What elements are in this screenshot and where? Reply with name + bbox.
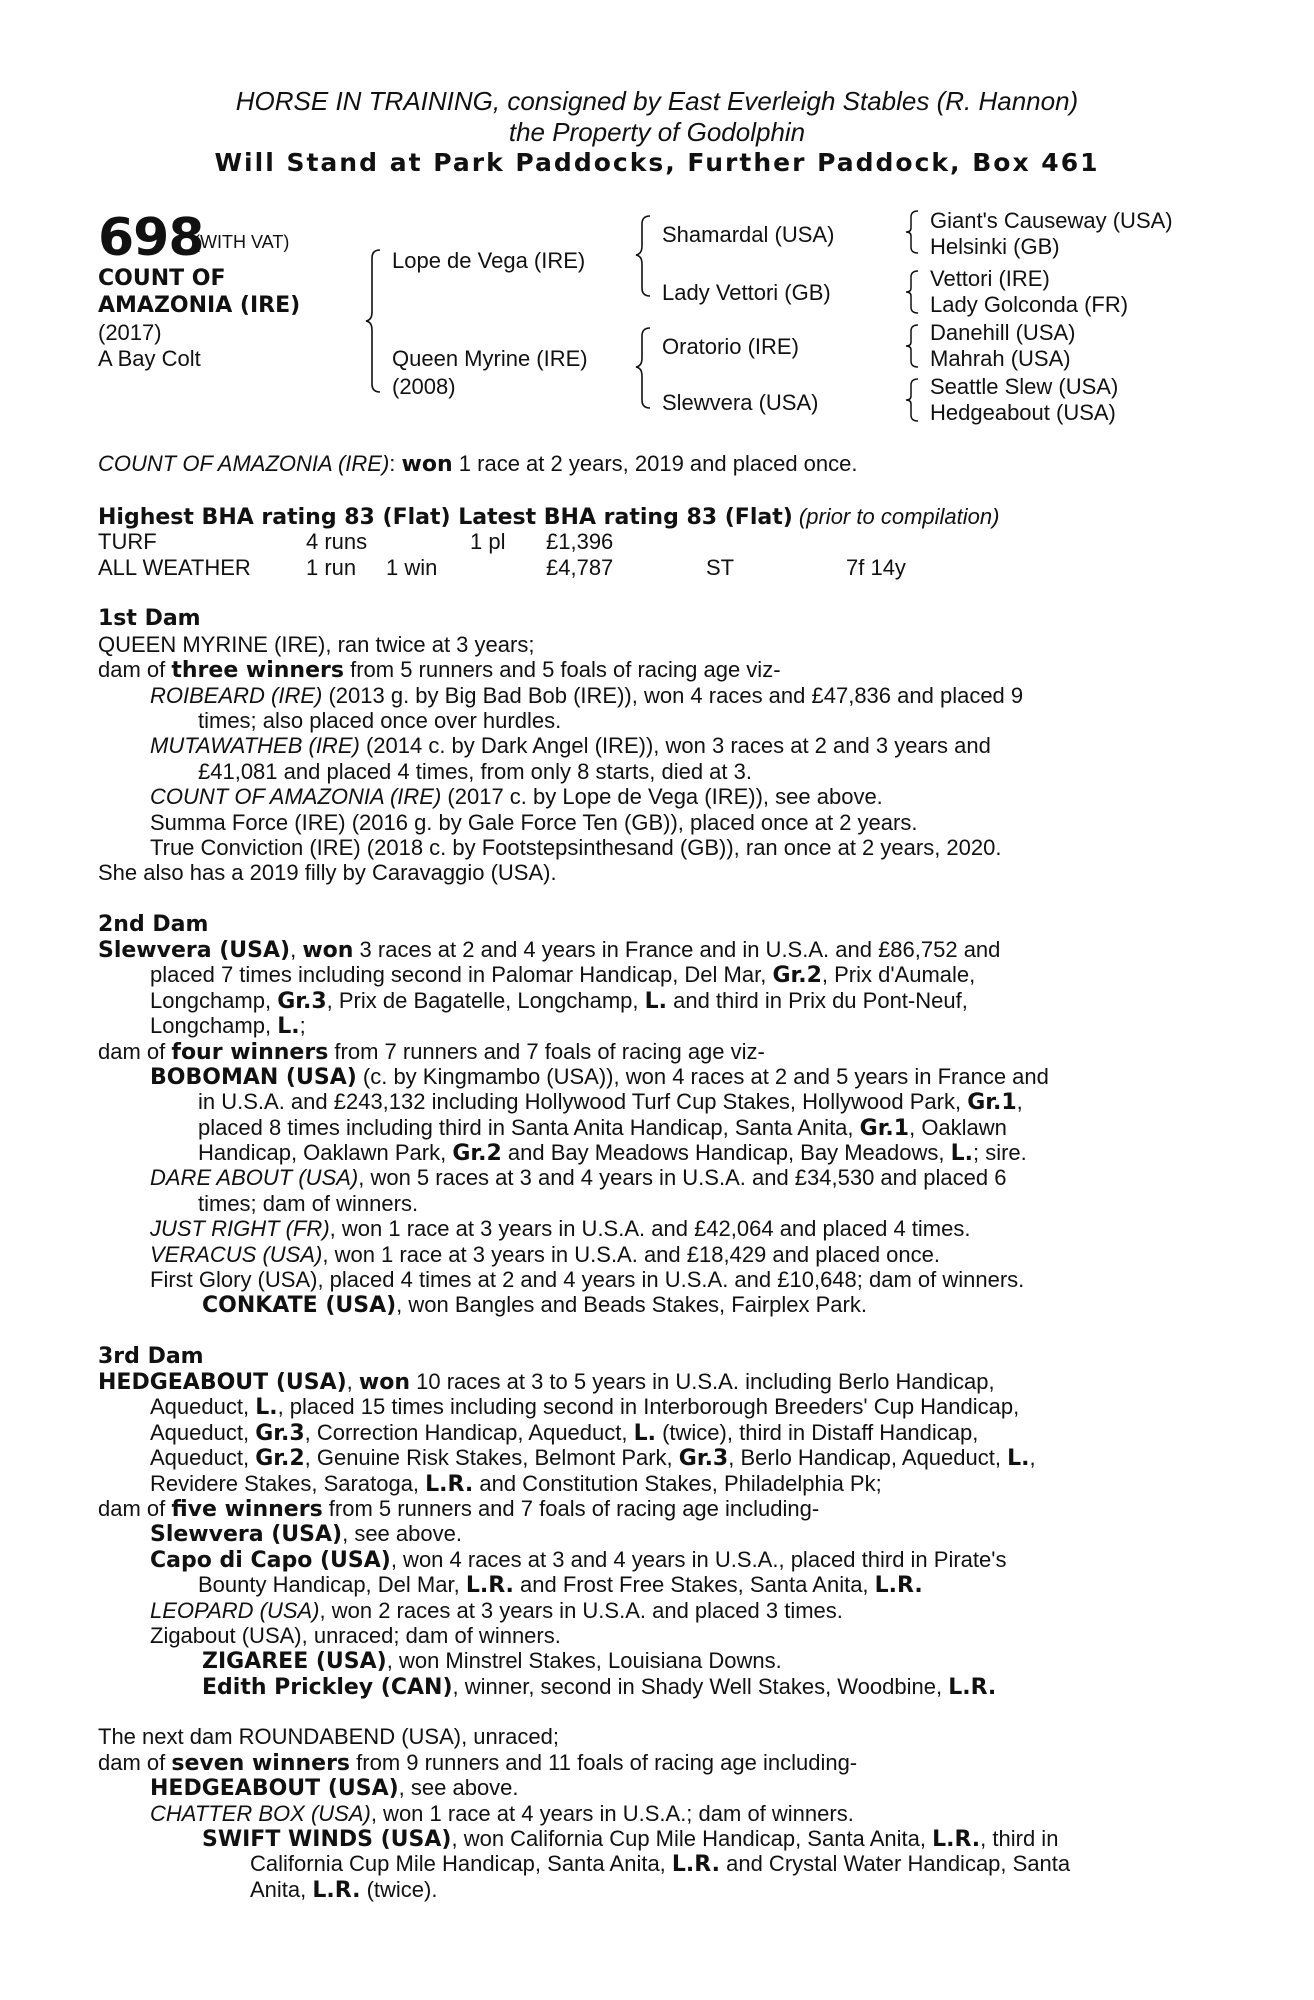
produce-hedgeabout: HEDGEABOUT (USA), see above. [150,1775,519,1801]
produce-true-conviction: True Conviction (IRE) (2018 c. by Footstepsinthesand (GB)), ran once at 2 years, 2020. [150,835,1002,860]
second-dam-produce-line: dam of four winners from 7 runners and 7 foals of racing age viz- [98,1039,765,1065]
produce-mutawatheb-cont: £41,081 and placed 4 times, from only 8 starts, died at 3. [198,759,752,784]
produce-dare-about: DARE ABOUT (USA), won 5 races at 3 and 4 years in U.S.A. and £34,530 and placed 6 [150,1165,1007,1190]
produce-swift-winds-cont2: Anita, L.R. (twice). [250,1877,438,1903]
gg-brace-1 [906,208,922,256]
turf-label: TURF [98,529,157,554]
sd-sire: Vettori (IRE) [930,266,1050,291]
first-dam-produce-line: dam of three winners from 5 runners and 5 foals of racing age viz- [98,657,781,683]
produce-chatter-box: CHATTER BOX (USA), won 1 race at 4 years in U.S.A.; dam of winners. [150,1801,854,1826]
ss-dam: Helsinki (GB) [930,234,1060,259]
dam-name: Queen Myrine (IRE) [392,346,588,371]
dam-line-brace [636,324,656,410]
third-dam-line2: Aqueduct, L., placed 15 times including second in Interborough Breeders' Cup Handicap, [150,1394,1020,1420]
sire-sire: Shamardal (USA) [662,222,835,247]
sire-dam-brace [366,246,386,396]
dam-year: (2008) [392,374,456,399]
sire-name: Lope de Vega (IRE) [392,248,586,273]
horse-name-line1: COUNT OF [98,266,226,291]
produce-roibeard: ROIBEARD (IRE) (2013 g. by Big Bad Bob (IRE)), won 4 races and £47,836 and placed 9 [150,683,1024,708]
produce-zigabout: Zigabout (USA), unraced; dam of winners. [150,1623,561,1648]
race-summary: COUNT OF AMAZONIA (IRE): won 1 race at 2 years, 2019 and placed once. [98,451,858,477]
produce-conkate: CONKATE (USA), won Bangles and Beads Stakes, Fairplex Park. [202,1292,867,1318]
produce-boboman-cont2: placed 8 times including third in Santa Anita Handicap, Santa Anita, Gr.1, Oaklawn [198,1115,1007,1141]
gg-brace-4 [906,376,922,424]
ss-sire: Giant's Causeway (USA) [930,208,1173,233]
turf-runs: 4 runs [306,529,368,554]
sire-line-brace [636,212,656,298]
produce-mutawatheb: MUTAWATHEB (IRE) (2014 c. by Dark Angel (IRE)), won 3 races at 2 and 3 years and [150,733,991,758]
aw-earnings: £4,787 [546,555,614,580]
second-dam-line3: Longchamp, Gr.3, Prix de Bagatelle, Longchamp, L. and third in Prix du Pont-Neuf, [150,988,968,1014]
next-dam-line: The next dam ROUNDABEND (USA), unraced; [98,1724,559,1749]
third-dam-heading: 3rd Dam [98,1344,204,1369]
stand-line: Will Stand at Park Paddocks, Further Paddock, Box 461 [214,148,1100,177]
produce-leopard: LEOPARD (USA), won 2 races at 3 years in U.S.A. and placed 3 times. [150,1598,843,1623]
produce-zigaree: ZIGAREE (USA), won Minstrel Stakes, Louisiana Downs. [202,1648,782,1674]
third-dam-line5: Revidere Stakes, Saratoga, L.R. and Constitution Stakes, Philadelphia Pk; [150,1471,882,1497]
produce-edith-prickley: Edith Prickley (CAN), winner, second in Shady Well Stakes, Woodbine, L.R. [202,1674,997,1700]
produce-dare-about-cont: times; dam of winners. [198,1191,419,1216]
produce-roibeard-cont: times; also placed once over hurdles. [198,708,562,733]
dd-sire: Seattle Slew (USA) [930,374,1119,399]
aw-wins: 1 win [386,555,438,580]
dam-dam: Slewvera (USA) [662,390,819,415]
third-dam-produce-line: dam of five winners from 5 runners and 7 foals of racing age including- [98,1496,820,1522]
aw-label: ALL WEATHER [98,555,251,580]
vat-label: (WITH VAT) [194,232,290,252]
aw-distance: 7f 14y [846,555,906,580]
consignor-line: HORSE IN TRAINING, consigned by East Everleigh Stables (R. Hannon) [235,86,1079,116]
produce-summa-force: Summa Force (IRE) (2016 g. by Gale Force Ten (GB)), placed once at 2 years. [150,810,918,835]
turf-earnings: £1,396 [546,529,614,554]
property-line: the Property of Godolphin [508,117,806,147]
produce-boboman: BOBOMAN (USA) (c. by Kingmambo (USA)), won 4 races at 2 and 5 years in France and [150,1064,1049,1090]
turf-placed: 1 pl [470,529,506,554]
horse-name-line2: AMAZONIA (IRE) [98,293,301,318]
produce-count-of-amazonia: COUNT OF AMAZONIA (IRE) (2017 c. by Lope de Vega (IRE)), see above. [150,784,883,809]
produce-veracus: VERACUS (USA), won 1 race at 3 years in U.S.A. and £18,429 and placed once. [150,1242,940,1267]
produce-boboman-cont3: Handicap, Oaklawn Park, Gr.2 and Bay Meadows Handicap, Bay Meadows, L.; sire. [198,1140,1027,1166]
produce-2019-filly: She also has a 2019 filly by Caravaggio (USA). [98,860,557,885]
dam-sire: Oratorio (IRE) [662,334,799,359]
first-dam-line: QUEEN MYRINE (IRE), ran twice at 3 years; [98,632,535,657]
second-dam-line2: placed 7 times including second in Palomar Handicap, Del Mar, Gr.2, Prix d'Aumale, [150,962,976,988]
aw-surface: ST [706,555,735,580]
third-dam-line1: HEDGEABOUT (USA), won 10 races at 3 to 5 years in U.S.A. including Berlo Handicap, [98,1369,995,1395]
aw-runs: 1 run [306,555,357,580]
second-dam-line1: Slewvera (USA), won 3 races at 2 and 4 years in France and in U.S.A. and £86,752 and [98,937,1001,963]
ds-sire: Danehill (USA) [930,320,1076,345]
first-dam-heading: 1st Dam [98,606,201,631]
produce-capo-di-capo: Capo di Capo (USA), won 4 races at 3 and 4 years in U.S.A., placed third in Pirate's [150,1547,1007,1573]
produce-first-glory: First Glory (USA), placed 4 times at 2 and 4 years in U.S.A. and £10,648; dam of winners. [150,1267,1025,1292]
gg-brace-3 [906,322,922,370]
horse-description: A Bay Colt [98,346,201,371]
lot-number: 698 [98,208,204,268]
ds-dam: Mahrah (USA) [930,346,1071,371]
second-dam-line4: Longchamp, L.; [150,1013,306,1039]
bha-rating: Highest BHA rating 83 (Flat) Latest BHA rating 83 (Flat) (prior to compilation) [98,504,1000,530]
sire-dam: Lady Vettori (GB) [662,280,831,305]
foaling-year: (2017) [98,320,162,345]
produce-just-right: JUST RIGHT (FR), won 1 race at 3 years in U.S.A. and £42,064 and placed 4 times. [150,1216,971,1241]
produce-swift-winds: SWIFT WINDS (USA), won California Cup Mile Handicap, Santa Anita, L.R., third in [202,1826,1059,1852]
next-dam-produce-line: dam of seven winners from 9 runners and 11 foals of racing age including- [98,1750,858,1776]
produce-slewvera: Slewvera (USA), see above. [150,1521,462,1547]
produce-capo-di-capo-cont: Bounty Handicap, Del Mar, L.R. and Frost Free Stakes, Santa Anita, L.R. [198,1572,923,1598]
second-dam-heading: 2nd Dam [98,912,209,937]
third-dam-line4: Aqueduct, Gr.2, Genuine Risk Stakes, Belmont Park, Gr.3, Berlo Handicap, Aqueduct, L., [150,1445,1036,1471]
produce-boboman-cont1: in U.S.A. and £243,132 including Hollywood Turf Cup Stakes, Hollywood Park, Gr.1, [198,1089,1023,1115]
third-dam-line3: Aqueduct, Gr.3, Correction Handicap, Aqueduct, L. (twice), third in Distaff Handicap, [150,1420,979,1446]
sd-dam: Lady Golconda (FR) [930,292,1129,317]
dd-dam: Hedgeabout (USA) [930,400,1116,425]
gg-brace-2 [906,268,922,316]
produce-swift-winds-cont1: California Cup Mile Handicap, Santa Anita, L.R. and Crystal Water Handicap, Santa [250,1851,1071,1877]
